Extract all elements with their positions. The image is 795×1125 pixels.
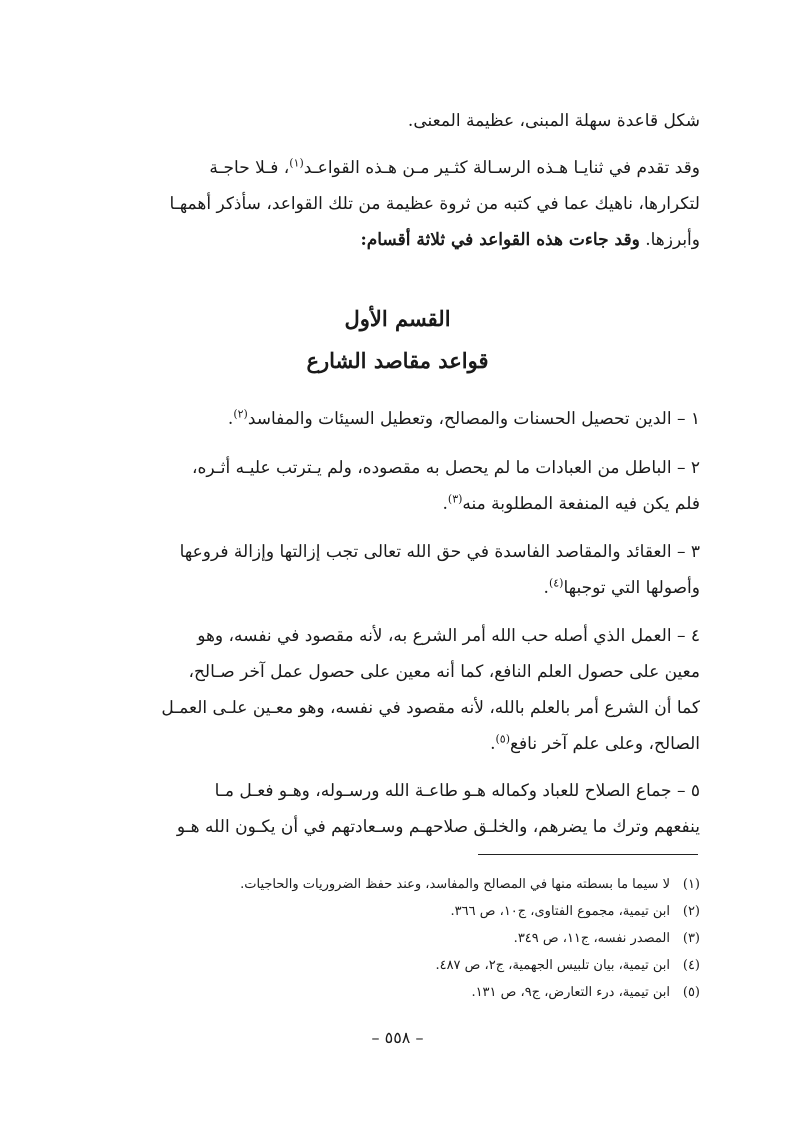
body-line: وقد تقدم في ثنايـا هـذه الرسـالة كثـير مـن هـذه القواعـد$^{(١)}$، فـلا حاجـة xyxy=(209,156,700,178)
rule-item-line: ينفعهم وترك ما يضرهم، والخلـق صلاحهـم وسـعادتهم في أن يكـون الله هـو xyxy=(176,817,700,837)
footnote-text: المصدر نفسه، ج١١، ص ٣٤٩. xyxy=(513,931,670,946)
footnote xyxy=(451,903,700,921)
rule-item-line: الصالح، وعلى علم آخر نافع$^{(٥)}$. xyxy=(490,732,700,754)
footnote-ref[interactable]: (١) xyxy=(289,156,304,170)
footnote-number: (٤) xyxy=(682,958,700,973)
section-intro: وقد جاءت هذه القواعد في ثلاثة أقسام: xyxy=(360,230,640,250)
footnote-ref[interactable]: (٣) xyxy=(447,492,463,506)
footnote xyxy=(240,876,700,894)
footnote xyxy=(435,957,700,975)
footnote xyxy=(514,930,700,948)
rule-item-line: وأصولها التي توجبها$^{(٤)}$. xyxy=(543,576,700,598)
footnote-text: ابن تيمية، بيان تلبيس الجهمية، ج٢، ص ٤٨٧. xyxy=(435,958,670,973)
footnote-text: ابن تيمية، مجموع الفتاوى، ج١٠، ص ٣٦٦. xyxy=(450,904,670,919)
footnote-text: لا سيما ما بسطته منها في المصالح والمفاسد، وعند حفظ الضروريات والحاجيات. xyxy=(240,877,670,892)
footnote-text: ابن تيمية، درء التعارض، ج٩، ص ١٣١. xyxy=(471,985,670,1000)
rule-item: ٥ – جماع الصلاح للعباد وكماله هـو طاعـة الله ورسـوله، وهـو فعـل مـا xyxy=(214,781,700,801)
section-title: القسم الأول xyxy=(344,306,451,331)
footnote-divider xyxy=(478,854,698,855)
rule-item: ٣ – العقائد والمقاصد الفاسدة في حق الله تعالى تجب إزالتها وإزالة فروعها xyxy=(179,542,700,562)
rule-item-line: فلم يكن فيه المنفعة المطلوبة منه$^{(٣)}$. xyxy=(442,492,700,514)
page-number: – ٥٥٨ – xyxy=(371,1028,424,1047)
rule-item-line: كما أن الشرع أمر بالعلم بالله، لأنه مقصود في نفسه، وهو معـين علـى العمـل xyxy=(161,698,700,718)
footnote-number: (٣) xyxy=(682,931,700,946)
body-line: شكل قاعدة سهلة المبنى، عظيمة المعنى. xyxy=(407,111,700,131)
rule-item: ٢ – الباطل من العبادات ما لم يحصل به مقصوده، ولم يـترتب عليـه أثـره، xyxy=(192,458,700,478)
footnote-number: (١) xyxy=(682,877,700,892)
body-line: لتكرارها، ناهيك عما في كتبه من ثروة عظيمة من تلك القواعد، سأذكر أهمهـا xyxy=(169,194,700,214)
footnote-ref[interactable]: (٥) xyxy=(495,732,510,746)
rule-item: ١ – الدين تحصيل الحسنات والمصالح، وتعطيل السيئات والمفاسد$^{(٢)}$. xyxy=(227,407,700,429)
section-subtitle: قواعد مقاصد الشارع xyxy=(306,348,489,373)
rule-item-line: معين على حصول العلم النافع، كما أنه معين على حصول عمل آخر صـالح، xyxy=(188,662,700,682)
rule-item: ٤ – العمل الذي أصله حب الله أمر الشرع به، لأنه مقصود في نفسه، وهو xyxy=(197,626,700,646)
footnote xyxy=(471,984,700,1002)
body-line: وأبرزها. وقد جاءت هذه القواعد في ثلاثة أقسام: xyxy=(360,230,700,250)
footnote-number: (٥) xyxy=(682,985,700,1000)
footnote-ref[interactable]: (٢) xyxy=(233,407,248,421)
footnote-number: (٢) xyxy=(682,904,700,919)
footnote-ref[interactable]: (٤) xyxy=(548,576,564,590)
